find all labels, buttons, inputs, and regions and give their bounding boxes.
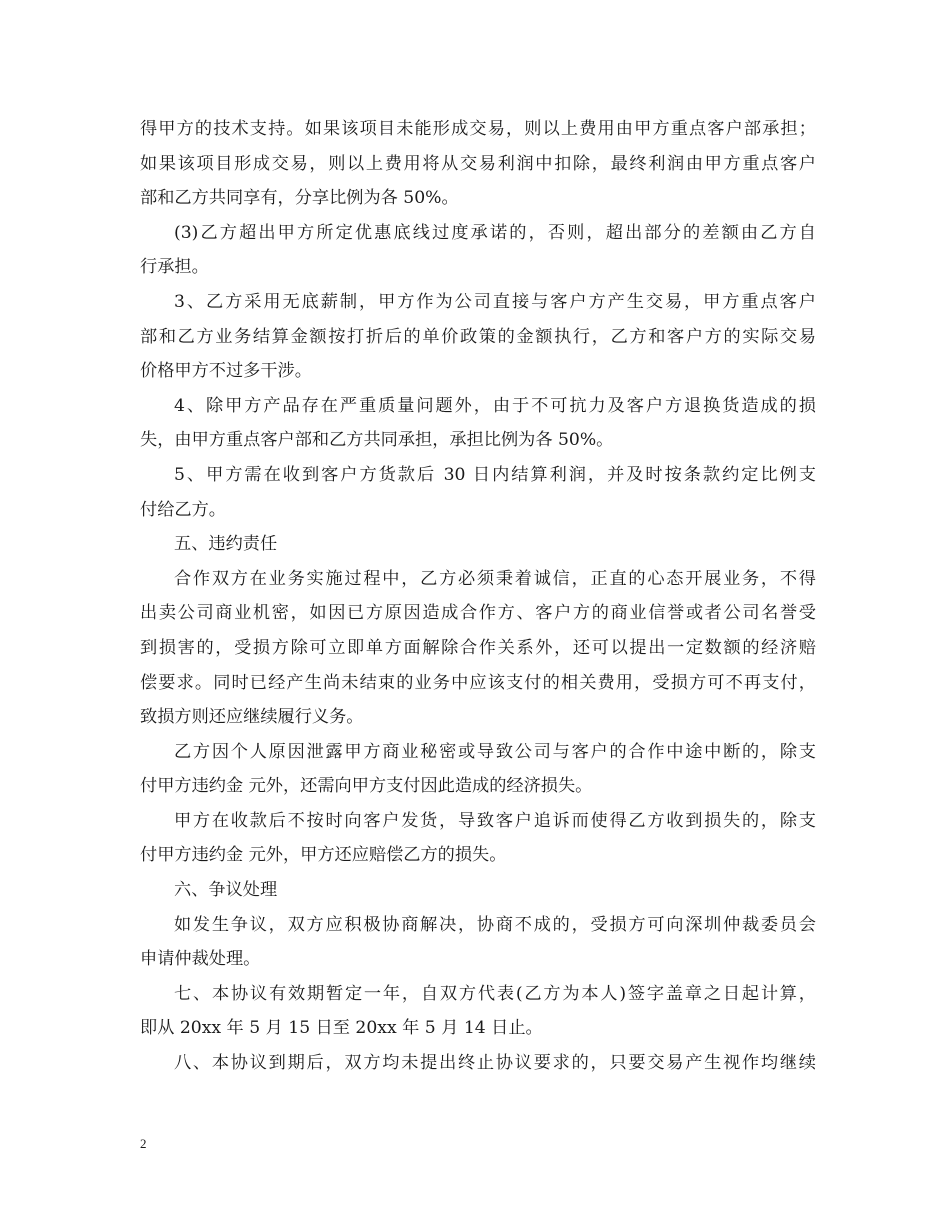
text-line: 付给乙方。 [140,499,226,520]
text-line: 乙方因个人原因泄露甲方商业秘密或导致公司与客户的合作中途中断的，除支 [174,741,816,762]
text-line: 价格甲方不过多干涉。 [140,361,312,382]
text-line: 甲方在收款后不按时向客户发货，导致客户追诉而使得乙方收到损失的，除支 [174,810,816,831]
text-line: 即从 20xx 年 5 月 15 日至 20xx 年 5 月 14 日止。 [140,1018,543,1039]
text-line: 偿要求。同时已经产生尚未结束的业务中应该支付的相关费用，受损方可不再支付， [140,672,816,693]
text-line: 出卖公司商业机密，如因已方原因造成合作方、客户方的商业信誉或者公司名誉受 [140,603,816,624]
section-heading: 五、违约责任 [174,534,278,555]
text-line: 4、除甲方产品存在严重质量问题外，由于不可抗力及客户方退换货造成的损 [174,395,816,416]
text-line: 行承担。 [140,257,209,278]
text-line: 到损害的，受损方除可立即单方面解除合作关系外，还可以提出一定数额的经济赔 [140,637,816,658]
text-line: 失，由甲方重点客户部和乙方共同承担，承担比例为各 50%。 [140,430,614,451]
text-line: 得甲方的技术支持。如果该项目未能形成交易，则以上费用由甲方重点客户部承担； [140,119,816,139]
text-line: 部和乙方共同享有，分享比例为各 50%。 [140,188,459,209]
text-line: 付甲方违约金 元外，还需向甲方支付因此造成的经济损失。 [140,776,593,797]
text-line: 致损方则还应继续履行义务。 [140,707,364,728]
text-line: 八、本协议到期后，双方均未提出终止协议要求的，只要交易产生视作均继续 [174,1053,816,1074]
document-body [140,112,816,1081]
text-line: 申请仲裁处理。 [140,949,261,970]
section-heading: 六、争议处理 [174,880,278,901]
text-line: 合作双方在业务实施过程中，乙方必须秉着诚信，正直的心态开展业务，不得 [174,568,816,589]
text-line: 部和乙方业务结算金额按打折后的单价政策的金额执行，乙方和客户方的实际交易 [140,326,816,347]
page-number: 2 [140,1136,147,1151]
text-line: 3、乙方采用无底薪制，甲方作为公司直接与客户方产生交易，甲方重点客户 [174,291,816,312]
text-line: 5、甲方需在收到客户方货款后 30 日内结算利润，并及时按条款约定比例支 [174,464,816,485]
text-line: 付甲方违约金 元外，甲方还应赔偿乙方的损失。 [140,845,507,866]
text-line: 如发生争议，双方应积极协商解决，协商不成的，受损方可向深圳仲裁委员会 [174,914,816,935]
text-line: 如果该项目形成交易，则以上费用将从交易利润中扣除，最终利润由甲方重点客户 [140,153,816,174]
text-line: 七、本协议有效期暂定一年，自双方代表(乙方为本人)签字盖章之日起计算， [174,983,816,1004]
text-line: (3)乙方超出甲方所定优惠底线过度承诺的，否则，超出部分的差额由乙方自 [174,222,816,243]
